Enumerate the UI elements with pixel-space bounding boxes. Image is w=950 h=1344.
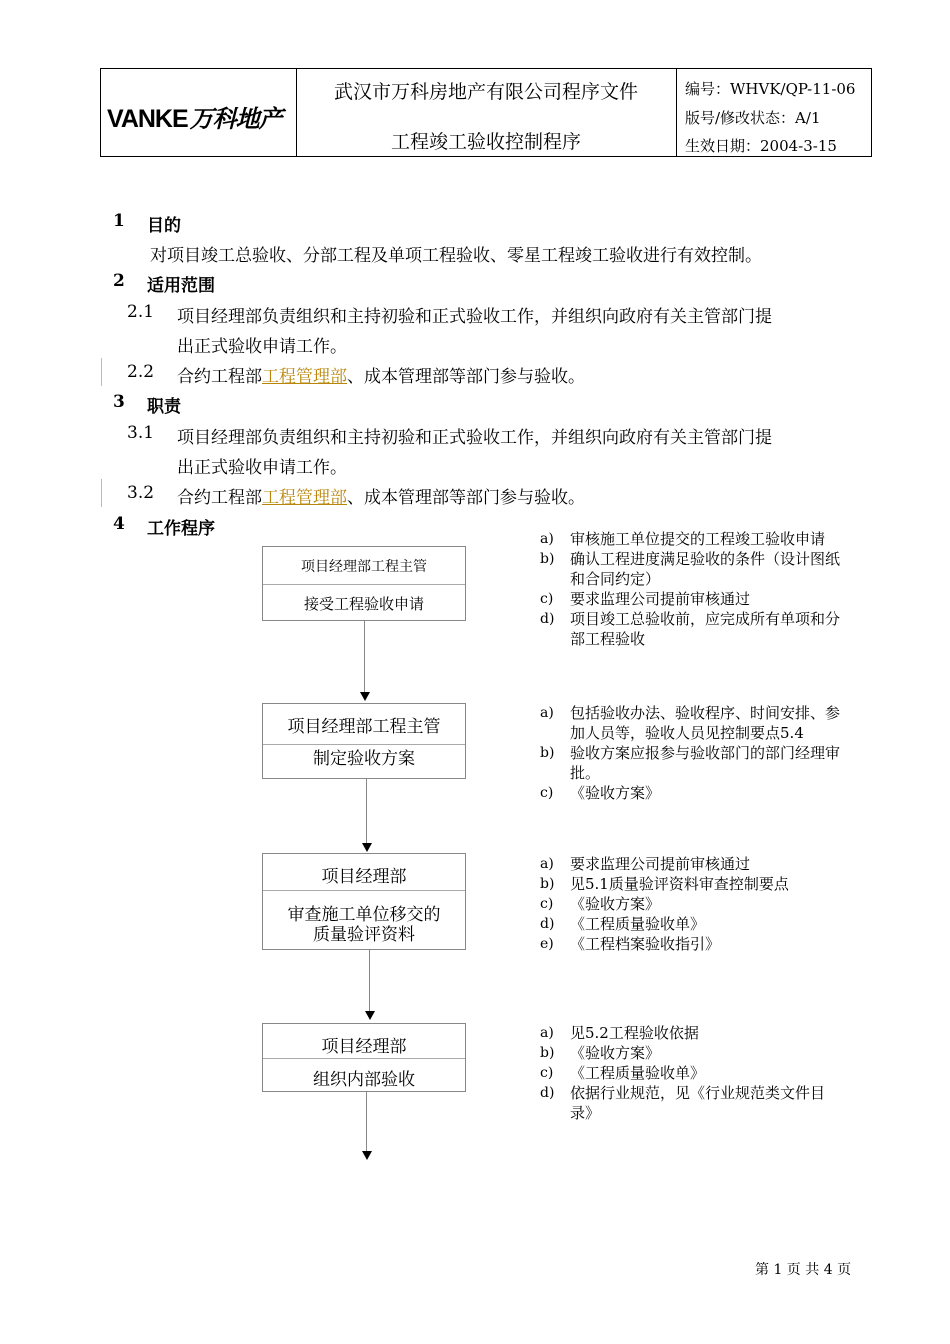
company-title: 武汉市万科房地产有限公司程序文件	[333, 81, 638, 103]
version-status: 版号/修改状态：A/1	[685, 109, 821, 127]
section-1-text: 对项目竣工总验收、分部工程及单项工程验收、零星工程竣工验收进行有效控制。	[150, 246, 762, 266]
section-3-title: 职责	[147, 397, 181, 417]
list-item: b) 《验收方案》	[540, 1044, 661, 1062]
flow-connector	[366, 779, 367, 843]
document-header	[100, 68, 872, 157]
vanke-logo	[107, 99, 282, 134]
section-3-2-number: 3.2	[127, 483, 155, 503]
list-item: b) 见5.1质量验评资料审查控制要点	[540, 875, 789, 893]
notes-step-1	[540, 529, 840, 649]
list-item: e) 《工程档案验收指引》	[540, 935, 721, 953]
meta-cell	[677, 69, 871, 156]
flow-box-3-role: 项目经理部	[321, 867, 407, 887]
list-item: c) 要求监理公司提前审核通过	[540, 590, 751, 608]
arrow-down-icon	[365, 1011, 375, 1020]
flow-connector	[366, 1092, 367, 1152]
notes-step-3	[540, 854, 840, 954]
list-item: d) 依据行业规范，见《行业规范类文件目录》	[540, 1084, 826, 1122]
arrow-down-icon	[362, 1151, 372, 1160]
flow-box-1-role: 项目经理部工程主管	[301, 559, 427, 575]
section-2-title: 适用范围	[147, 276, 215, 296]
section-3-2-pre: 合约工程部	[177, 488, 262, 508]
flow-box-internal-acceptance	[262, 1023, 466, 1092]
section-3-1-line1: 项目经理部负责组织和主持初验和正式验收工作，并组织向政府有关主管部门提	[177, 428, 772, 448]
engineering-dept-link[interactable]: 工程管理部	[262, 367, 347, 387]
section-2-1-line2: 出正式验收申请工作。	[177, 337, 347, 357]
title-cell	[296, 69, 677, 156]
section-1-number: 1	[113, 211, 125, 231]
list-item: c) 《工程质量验收单》	[540, 1064, 706, 1082]
list-item: b) 确认工程进度满足验收的条件（设计图纸和合同约定）	[540, 550, 841, 588]
section-3-2-text	[177, 483, 585, 508]
list-item: a) 要求监理公司提前审核通过	[540, 855, 751, 873]
logo-cell	[101, 69, 297, 156]
flow-box-4-task: 组织内部验收	[313, 1070, 415, 1090]
list-item: a) 审核施工单位提交的工程竣工验收申请	[540, 530, 826, 548]
section-3-number: 3	[113, 392, 125, 412]
procedure-title: 工程竣工验收控制程序	[390, 131, 581, 153]
list-item: d) 《工程质量验收单》	[540, 915, 706, 933]
section-2-number: 2	[113, 271, 125, 291]
flow-box-3-task-line1: 审查施工单位移交的	[287, 905, 441, 925]
effective-date: 生效日期：2004-3-15	[685, 137, 837, 155]
section-4-title: 工作程序	[147, 519, 215, 539]
flow-box-2-role: 项目经理部工程主管	[287, 717, 441, 737]
section-3-2-post: 、成本管理部等部门参与验收。	[347, 488, 585, 508]
divider	[263, 584, 465, 585]
flow-box-review-quality	[262, 853, 466, 950]
section-4-number: 4	[113, 514, 125, 534]
section-2-2-text	[177, 362, 585, 387]
flow-connector	[364, 621, 365, 693]
logo-cn-text: 万科地产	[189, 106, 282, 133]
section-3-1-line2: 出正式验收申请工作。	[177, 458, 347, 478]
doc-number: 编号：WHVK/QP-11-06	[685, 80, 856, 98]
engineering-dept-link[interactable]: 工程管理部	[262, 488, 347, 508]
flow-box-accept-request	[262, 546, 466, 621]
flow-box-3-task-line2: 质量验评资料	[313, 925, 415, 945]
divider	[263, 890, 465, 891]
flow-box-1-task: 接受工程验收申请	[303, 595, 424, 613]
page-footer: 第 1 页 共 4 页	[755, 1262, 852, 1278]
revision-bar	[101, 358, 102, 386]
arrow-down-icon	[362, 843, 372, 852]
section-1-title: 目的	[147, 216, 181, 236]
notes-step-2	[540, 703, 840, 803]
section-2-2-number: 2.2	[127, 362, 155, 382]
list-item: c) 《验收方案》	[540, 895, 661, 913]
list-item: a) 包括验收办法、验收程序、时间安排、参加人员等，验收人员见控制要点5.4	[540, 704, 841, 742]
flow-connector	[369, 950, 370, 1012]
notes-step-4	[540, 1023, 840, 1123]
section-2-1-number: 2.1	[127, 302, 155, 322]
list-item: a) 见5.2工程验收依据	[540, 1024, 699, 1042]
section-2-2-post: 、成本管理部等部门参与验收。	[347, 367, 585, 387]
list-item: b) 验收方案应报参与验收部门的部门经理审批。	[540, 744, 841, 782]
flow-box-4-role: 项目经理部	[321, 1037, 407, 1057]
section-2-1-line1: 项目经理部负责组织和主持初验和正式验收工作，并组织向政府有关主管部门提	[177, 307, 772, 327]
revision-bar	[101, 479, 102, 507]
section-3-1-number: 3.1	[127, 423, 155, 443]
arrow-down-icon	[360, 692, 370, 701]
list-item: c) 《验收方案》	[540, 784, 661, 802]
section-2-2-pre: 合约工程部	[177, 367, 262, 387]
flow-box-make-plan	[262, 703, 466, 779]
list-item: d) 项目竣工总验收前，应完成所有单项和分部工程验收	[540, 610, 841, 648]
flow-box-2-task: 制定验收方案	[313, 749, 415, 769]
logo-text: VANKE	[107, 105, 188, 133]
divider	[263, 1058, 465, 1059]
